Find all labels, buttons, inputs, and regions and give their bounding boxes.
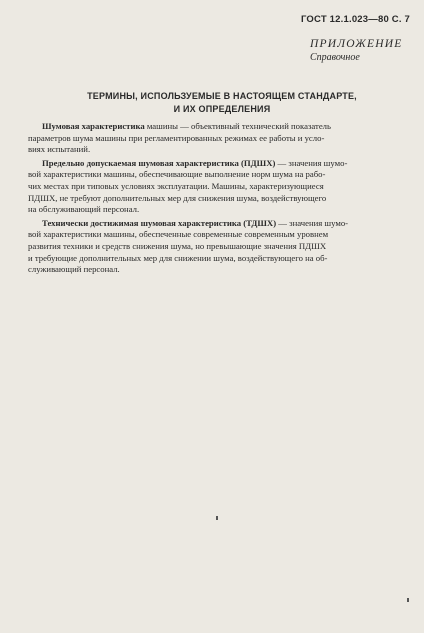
definitions-body xyxy=(28,121,413,278)
definition-text: — значения шумо- xyxy=(276,217,349,228)
paragraph-line: служивающий персонал. xyxy=(28,264,120,275)
term: Технически достижимая шумовая характеристика (ТДШХ) xyxy=(42,217,277,228)
heading-line: ТЕРМИНЫ, ИСПОЛЬЗУЕМЫЕ В НАСТОЯЩЕМ СТАНДАРТЕ, xyxy=(87,91,357,101)
section-heading xyxy=(30,90,414,116)
paragraph-line: ПДШХ, не требуют дополнительных мер для снижения шума, воздействующего xyxy=(28,192,327,203)
paragraph-line: и требующие дополнительных мер для снижении шума, воздействующего на об- xyxy=(28,252,328,263)
paragraph-line: виях испытаний. xyxy=(28,144,91,155)
definition-text: — значения шумо- xyxy=(275,157,348,168)
paragraph-line: развития техники и средств снижения шума, но превышающие значения ПДШХ xyxy=(28,240,327,251)
paragraph-line: параметров шума машины при регламентированных режимах ее работы и усло- xyxy=(28,132,325,143)
appendix-subtitle: Справочное xyxy=(310,52,360,63)
paragraph-line xyxy=(28,218,413,230)
paragraph-line: вой характеристики машины, обеспечивающие выполнение норм шума на рабо- xyxy=(28,169,326,180)
appendix-label xyxy=(310,38,402,63)
paragraph-line: вой характеристики машины, обеспеченные современные современным уровнем xyxy=(28,229,329,240)
heading-line: И ИХ ОПРЕДЕЛЕНИЯ xyxy=(173,104,271,114)
paragraph-line: на обслуживающий персонал. xyxy=(28,204,140,215)
term: Предельно допускаемая шумовая характеристика (ПДШХ) xyxy=(42,157,276,168)
term: Шумовая характеристика xyxy=(42,121,145,131)
paragraph-line xyxy=(28,121,413,133)
scan-speck xyxy=(216,516,218,520)
definition-noise-characteristic xyxy=(28,121,413,156)
definition-pdshx xyxy=(28,158,413,216)
definition-text: машины — объективный технический показатель xyxy=(144,121,331,131)
definition-tdshx xyxy=(28,218,413,276)
paragraph-line: чих местах при типовых условиях эксплуатации. Машины, характеризующиеся xyxy=(28,180,324,191)
page-header: ГОСТ 12.1.023—80 С. 7 xyxy=(300,14,410,25)
appendix-title: ПРИЛОЖЕНИЕ xyxy=(310,38,403,50)
scan-speck xyxy=(407,598,409,602)
paragraph-line xyxy=(28,158,413,170)
